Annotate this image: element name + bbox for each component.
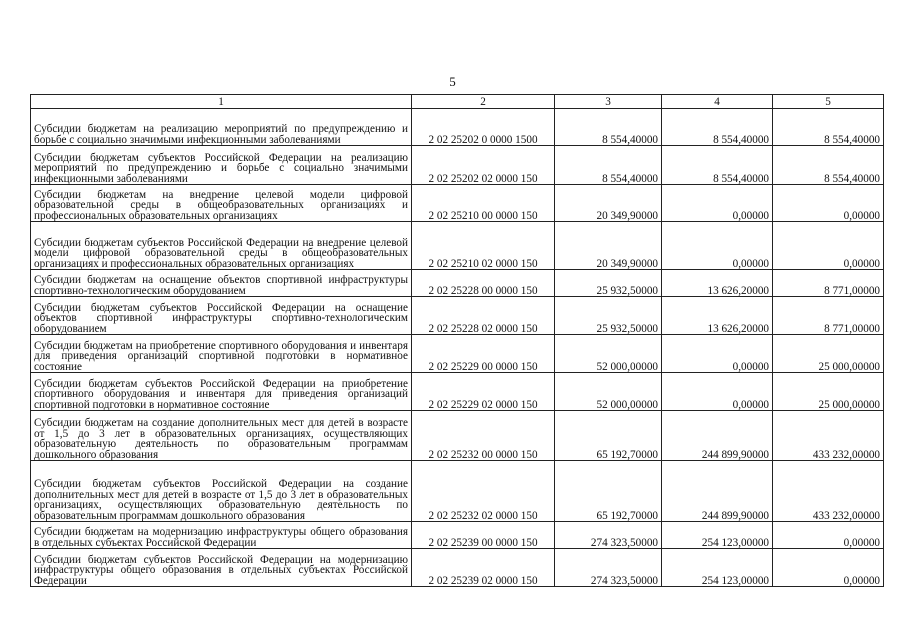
row-value-col5: 25 000,00000 bbox=[773, 373, 884, 411]
row-budget-code: 2 02 25202 02 0000 150 bbox=[412, 146, 555, 185]
row-budget-code: 2 02 25210 02 0000 150 bbox=[412, 222, 555, 270]
table-row bbox=[31, 146, 884, 185]
row-budget-code: 2 02 25210 00 0000 150 bbox=[412, 185, 555, 222]
row-description: Субсидии бюджетам субъектов Российской Федерации на модернизацию инфраструктуры общего образования в отдельных субъектах Российской Федерации bbox=[31, 549, 412, 587]
row-value-col5: 8 554,40000 bbox=[773, 109, 884, 146]
row-value-col5: 433 232,00000 bbox=[773, 411, 884, 461]
column-header: 1 bbox=[31, 95, 412, 109]
row-value-col4: 13 626,20000 bbox=[662, 297, 773, 335]
row-budget-code: 2 02 25229 00 0000 150 bbox=[412, 335, 555, 373]
column-header: 2 bbox=[412, 95, 555, 109]
row-budget-code: 2 02 25232 02 0000 150 bbox=[412, 461, 555, 522]
row-budget-code: 2 02 25228 02 0000 150 bbox=[412, 297, 555, 335]
page-number: 5 bbox=[449, 74, 456, 89]
row-value-col4: 254 123,00000 bbox=[662, 549, 773, 587]
budget-table bbox=[30, 94, 884, 587]
table-row bbox=[31, 297, 884, 335]
row-value-col3: 8 554,40000 bbox=[555, 146, 662, 185]
table-row bbox=[31, 335, 884, 373]
table-row bbox=[31, 461, 884, 522]
row-description: Субсидии бюджетам на внедрение целевой модели цифровой образовательной среды в общеобразовательных организациях и профессиональных образовательных организациях bbox=[31, 185, 412, 222]
row-description: Субсидии бюджетам на оснащение объектов спортивной инфраструктуры спортивно-технологическим оборудованием bbox=[31, 270, 412, 297]
row-description: Субсидии бюджетам на приобретение спортивного оборудования и инвентаря для приведения организаций спортивной подготовки в нормативное состояние bbox=[31, 335, 412, 373]
row-description: Субсидии бюджетам субъектов Российской Федерации на создание дополнительных мест для детей в возрасте от 1,5 до 3 лет в образовательных организациях, осуществляющих образовательную деятельность по образовательным программам дошкольного образования bbox=[31, 461, 412, 522]
row-value-col3: 274 323,50000 bbox=[555, 522, 662, 549]
row-value-col4: 8 554,40000 bbox=[662, 109, 773, 146]
row-budget-code: 2 02 25239 00 0000 150 bbox=[412, 522, 555, 549]
row-value-col5: 8 554,40000 bbox=[773, 146, 884, 185]
row-description: Субсидии бюджетам на реализацию мероприятий по предупреждению и борьбе с социально значимыми инфекционными заболеваниями bbox=[31, 109, 412, 146]
row-value-col3: 274 323,50000 bbox=[555, 549, 662, 587]
row-budget-code: 2 02 25229 02 0000 150 bbox=[412, 373, 555, 411]
row-budget-code: 2 02 25228 00 0000 150 bbox=[412, 270, 555, 297]
row-description: Субсидии бюджетам субъектов Российской Федерации на реализацию мероприятий по предупреждению и борьбе с социально значимыми инфекционными заболеваниями bbox=[31, 146, 412, 185]
row-description: Субсидии бюджетам на модернизацию инфраструктуры общего образования в отдельных субъектах Российской Федерации bbox=[31, 522, 412, 549]
row-value-col5: 8 771,00000 bbox=[773, 297, 884, 335]
row-value-col5: 433 232,00000 bbox=[773, 461, 884, 522]
row-value-col4: 244 899,90000 bbox=[662, 461, 773, 522]
row-value-col4: 8 554,40000 bbox=[662, 146, 773, 185]
row-description: Субсидии бюджетам субъектов Российской Федерации на приобретение спортивного оборудования и инвентаря для приведения организаций спортивной подготовки в нормативное состояние bbox=[31, 373, 412, 411]
row-value-col3: 20 349,90000 bbox=[555, 222, 662, 270]
row-value-col3: 52 000,00000 bbox=[555, 335, 662, 373]
row-budget-code: 2 02 25232 00 0000 150 bbox=[412, 411, 555, 461]
row-budget-code: 2 02 25239 02 0000 150 bbox=[412, 549, 555, 587]
row-value-col4: 244 899,90000 bbox=[662, 411, 773, 461]
row-value-col3: 65 192,70000 bbox=[555, 461, 662, 522]
row-value-col5: 0,00000 bbox=[773, 222, 884, 270]
row-value-col5: 25 000,00000 bbox=[773, 335, 884, 373]
row-value-col5: 0,00000 bbox=[773, 549, 884, 587]
table-row bbox=[31, 109, 884, 146]
row-value-col5: 8 771,00000 bbox=[773, 270, 884, 297]
table-row bbox=[31, 549, 884, 587]
row-value-col3: 8 554,40000 bbox=[555, 109, 662, 146]
row-value-col3: 65 192,70000 bbox=[555, 411, 662, 461]
table-row bbox=[31, 185, 884, 222]
row-value-col3: 20 349,90000 bbox=[555, 185, 662, 222]
row-value-col3: 25 932,50000 bbox=[555, 270, 662, 297]
column-header: 3 bbox=[555, 95, 662, 109]
row-value-col4: 0,00000 bbox=[662, 185, 773, 222]
row-value-col4: 254 123,00000 bbox=[662, 522, 773, 549]
header-row bbox=[31, 95, 884, 109]
row-value-col4: 0,00000 bbox=[662, 373, 773, 411]
row-description: Субсидии бюджетам субъектов Российской Федерации на внедрение целевой модели цифровой образовательной среды в общеобразовательных организациях и профессиональных образовательных организациях bbox=[31, 222, 412, 270]
table-row bbox=[31, 522, 884, 549]
table-row bbox=[31, 270, 884, 297]
row-description: Субсидии бюджетам на создание дополнительных мест для детей в возрасте от 1,5 до 3 лет в образовательных организациях, осуществляющих образовательную деятельность по образовательным программам дошкольного образования bbox=[31, 411, 412, 461]
table-row bbox=[31, 222, 884, 270]
row-value-col4: 13 626,20000 bbox=[662, 270, 773, 297]
row-value-col3: 52 000,00000 bbox=[555, 373, 662, 411]
row-value-col5: 0,00000 bbox=[773, 522, 884, 549]
row-value-col3: 25 932,50000 bbox=[555, 297, 662, 335]
row-value-col5: 0,00000 bbox=[773, 185, 884, 222]
table-row bbox=[31, 411, 884, 461]
row-description: Субсидии бюджетам субъектов Российской Федерации на оснащение объектов спортивной инфраструктуры спортивно-технологическим оборудованием bbox=[31, 297, 412, 335]
table-row bbox=[31, 373, 884, 411]
row-value-col4: 0,00000 bbox=[662, 335, 773, 373]
row-value-col4: 0,00000 bbox=[662, 222, 773, 270]
column-header: 4 bbox=[662, 95, 773, 109]
row-budget-code: 2 02 25202 0 0000 1500 bbox=[412, 109, 555, 146]
column-header: 5 bbox=[773, 95, 884, 109]
